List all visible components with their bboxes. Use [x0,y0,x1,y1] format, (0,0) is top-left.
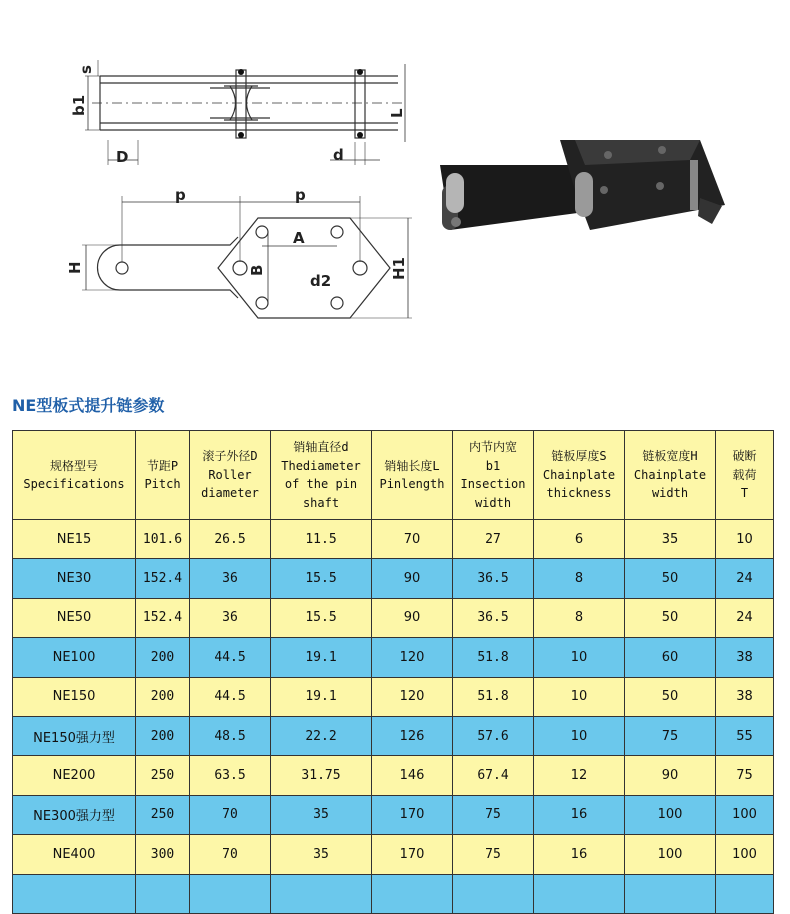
table-row [13,598,774,637]
cell-value: 100 [716,795,774,834]
column-header-line: 内节内宽 [468,440,517,454]
cell-value: 50 [625,677,716,716]
cell-model: NE150强力型 [13,716,136,755]
column-header [271,431,372,520]
cell-value: 27 [453,520,534,559]
top-view [85,60,405,165]
column-header-line: 销轴直径d [293,440,349,454]
cell-value: 50 [625,559,716,598]
cell-value: 152.4 [136,559,190,598]
table-header-row [13,431,774,520]
cell-value: 48.5 [190,716,271,755]
column-header-line: Pitch [144,477,181,491]
column-header-line: Chainplate [542,467,616,482]
cell-value: 10 [534,638,625,677]
column-header-line: Specifications [23,477,125,491]
cell-value: 200 [136,677,190,716]
column-header-line: thickness [546,486,612,501]
cell-value: 60 [625,638,716,677]
pin-heads [238,69,363,138]
cell-value: 36.5 [453,559,534,598]
cell-value: 19.1 [271,638,372,677]
cell-value: 300 [136,835,190,874]
cell-value: 35 [271,835,372,874]
cell-value: 75 [716,756,774,795]
cell-value [136,874,190,913]
label-d2: d2 [310,272,332,290]
column-header [13,431,136,520]
label-p1: p [175,186,186,204]
cell-value: 15.5 [271,598,372,637]
cell-value: 16 [534,835,625,874]
cell-model [13,874,136,913]
cell-value: 170 [372,835,453,874]
cell-model: NE15 [13,520,136,559]
cell-value: 152.4 [136,598,190,637]
label-B: B [248,264,266,276]
cell-value: 36 [190,559,271,598]
cell-value: 10 [716,520,774,559]
cell-value: 11.5 [271,520,372,559]
cell-value [271,874,372,913]
cell-value: 10 [534,716,625,755]
cell-value: 38 [716,638,774,677]
cell-value: 67.4 [453,756,534,795]
cell-value: 146 [372,756,453,795]
cell-value: 120 [372,677,453,716]
cell-value [534,874,625,913]
cell-value: 90 [372,598,453,637]
column-header [453,431,534,520]
cell-value: 36.5 [453,598,534,637]
cell-value: 90 [625,756,716,795]
label-b1: b1 [70,94,88,116]
cell-model: NE400 [13,835,136,874]
cell-value: 70 [190,835,271,874]
cell-value: 75 [453,835,534,874]
table-row [13,835,774,874]
cell-value: 19.1 [271,677,372,716]
cell-value: 35 [271,795,372,834]
cell-value: 250 [136,795,190,834]
cell-value: 24 [716,559,774,598]
column-header-line: Chainplate [633,467,707,482]
column-header-line: 破断 [732,449,757,464]
column-header-line: 销轴长度L [384,458,440,473]
cell-value: 35 [625,520,716,559]
cell-value: 26.5 [190,520,271,559]
cell-value: 75 [625,716,716,755]
label-A: A [293,229,305,247]
cell-model: NE50 [13,598,136,637]
cell-value: 15.5 [271,559,372,598]
cell-value: 170 [372,795,453,834]
cell-value [716,874,774,913]
column-header-line: T [740,486,749,501]
cell-value: 16 [534,795,625,834]
column-header-line: 链板厚度S [551,449,607,464]
cell-value: 51.8 [453,638,534,677]
cell-value: 55 [716,716,774,755]
spec-table [12,430,774,914]
cell-model: NE150 [13,677,136,716]
table-row [13,716,774,755]
cell-value: 100 [716,835,774,874]
cell-value: 50 [625,598,716,637]
table-row [13,520,774,559]
column-header [190,431,271,520]
label-H: H [66,261,84,274]
column-header-line: Insection [460,477,526,491]
column-header-line: width [651,486,689,501]
column-header-line: 节距P [146,458,179,473]
cell-value: 100 [625,795,716,834]
column-header [136,431,190,520]
cell-value: 10 [534,677,625,716]
column-header-line: b1 [485,458,501,473]
chain-photo [440,140,725,230]
column-header-line: Pinlength [379,477,445,491]
column-header-line: 规格型号 [49,458,98,473]
column-header-line: Thediameter [281,458,361,473]
column-header-line: Roller [208,467,252,482]
cell-value: 200 [136,716,190,755]
dimension-labels [66,65,408,290]
cell-value [190,874,271,913]
cell-value: 90 [372,559,453,598]
cell-value: 100 [625,835,716,874]
column-header [534,431,625,520]
cell-value: 12 [534,756,625,795]
cell-value: 70 [190,795,271,834]
cell-value: 63.5 [190,756,271,795]
cell-value [625,874,716,913]
cell-model: NE200 [13,756,136,795]
cell-value: 44.5 [190,677,271,716]
table-row [13,795,774,834]
column-header [716,431,774,520]
column-header [372,431,453,520]
cell-value: 8 [534,598,625,637]
cell-value: 44.5 [190,638,271,677]
cell-model: NE100 [13,638,136,677]
column-header [625,431,716,520]
cell-value: 200 [136,638,190,677]
cell-value: 120 [372,638,453,677]
cell-value [453,874,534,913]
cell-value: 6 [534,520,625,559]
label-D: D [116,148,129,166]
label-s: s [77,65,95,74]
cell-value: 250 [136,756,190,795]
column-header-line: 载荷 [732,467,757,482]
column-header-line: of the pin [284,477,358,491]
column-header-line: shaft [302,495,340,510]
cell-model: NE300强力型 [13,795,136,834]
table-body [13,520,774,914]
cell-value: 8 [534,559,625,598]
cell-value: 22.2 [271,716,372,755]
table-row [13,559,774,598]
cell-model: NE30 [13,559,136,598]
table-row [13,677,774,716]
side-view [82,196,412,318]
column-header-line: 滚子外径D [202,449,258,464]
cell-value: 31.75 [271,756,372,795]
section-title: NE型板式提升链参数 [12,396,165,415]
cell-value: 57.6 [453,716,534,755]
technical-diagram [0,0,790,370]
cell-value: 38 [716,677,774,716]
column-header-line: diameter [201,486,259,501]
column-header-line: 链板宽度H [642,449,698,464]
label-d: d [333,146,344,164]
chain-drawing [0,0,790,370]
label-H1: H1 [390,257,408,280]
cell-value: 101.6 [136,520,190,559]
cell-value: 51.8 [453,677,534,716]
cell-value: 36 [190,598,271,637]
cell-value [372,874,453,913]
label-p2: p [295,186,306,204]
table-row [13,874,774,913]
cell-value: 126 [372,716,453,755]
table-row [13,756,774,795]
label-L: L [388,108,406,118]
cell-value: 24 [716,598,774,637]
table-row [13,638,774,677]
cell-value: 75 [453,795,534,834]
cell-value: 70 [372,520,453,559]
column-header-line: width [474,495,512,510]
